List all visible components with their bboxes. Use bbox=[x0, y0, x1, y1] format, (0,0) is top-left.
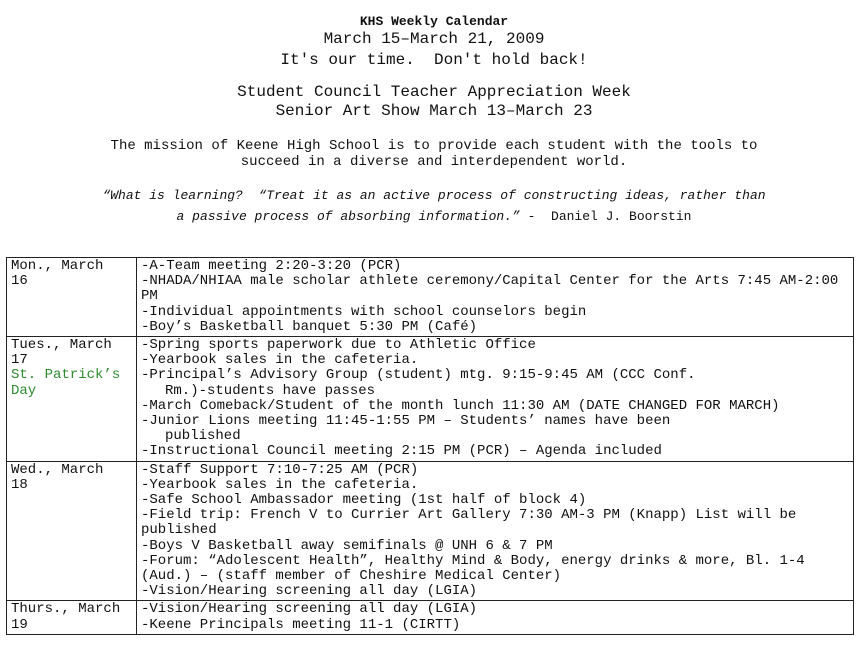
event-item bbox=[141, 338, 850, 353]
event-text: -A-Team meeting 2:20-3:20 (PCR) bbox=[141, 258, 402, 274]
motto: It's our time. Don't hold back! bbox=[280, 51, 588, 69]
event-text: -Staff Support 7:10-7:25 AM (PCR) bbox=[141, 461, 419, 478]
event-text: -Individual appointments with school counselors begin bbox=[141, 303, 587, 320]
event-item bbox=[141, 368, 850, 398]
quote-line-2 bbox=[0, 206, 868, 227]
events-cell bbox=[137, 461, 854, 601]
event-text: -Yearbook sales in the cafeteria. bbox=[141, 352, 419, 369]
day-cell bbox=[7, 601, 137, 634]
calendar-body bbox=[7, 258, 854, 635]
event-text: -Vision/Hearing screening all day (LGIA) bbox=[141, 601, 478, 618]
day-label: Tues., March 17 bbox=[11, 337, 112, 369]
day-cell bbox=[7, 461, 137, 601]
mission-line-2: succeed in a diverse and interdependent world. bbox=[240, 154, 628, 170]
event-continuation: published bbox=[165, 428, 241, 445]
event-item bbox=[141, 399, 850, 414]
date-range: March 15–March 21, 2009 bbox=[323, 30, 545, 48]
calendar-table bbox=[6, 257, 854, 635]
event-item bbox=[141, 463, 850, 478]
event-text: -Field trip: French V to Currier Art Gallery 7:30 AM-3 PM (Knapp) List will be published bbox=[141, 507, 797, 539]
calendar-title: KHS Weekly Calendar bbox=[359, 14, 509, 29]
event-item bbox=[141, 508, 850, 538]
calendar-row bbox=[7, 601, 854, 634]
event-text: -Safe School Ambassador meeting (1st half of block 4) bbox=[141, 492, 587, 509]
quote-line-1: “What is learning? “Treat it as an active process of constructing ideas, rather than bbox=[102, 188, 766, 203]
day-label: Thurs., March 19 bbox=[11, 601, 121, 633]
quote bbox=[0, 185, 868, 227]
week-event-2: Senior Art Show March 13–March 23 bbox=[275, 102, 593, 120]
event-text: -NHADA/NHIAA male scholar athlete ceremony/Capital Center for the Arts 7:45 AM-2:00 PM bbox=[141, 273, 839, 305]
events-cell bbox=[137, 337, 854, 462]
event-text: -Vision/Hearing screening all day (LGIA) bbox=[141, 583, 478, 600]
day-label: Mon., March 16 bbox=[11, 258, 104, 290]
event-item bbox=[141, 353, 850, 368]
event-item bbox=[141, 320, 850, 335]
calendar-row bbox=[7, 337, 854, 462]
mission-line-1: The mission of Keene High School is to provide each student with the tools to bbox=[110, 138, 758, 154]
event-text: -Junior Lions meeting 11:45-1:55 PM – Students’ names have been bbox=[141, 413, 671, 430]
mission-statement bbox=[0, 138, 868, 170]
event-text: -Boys V Basketball away semifinals @ UNH 6 & 7 PM bbox=[141, 537, 553, 554]
quote-line-2-text: a passive process of absorbing information.” bbox=[176, 209, 520, 224]
event-item bbox=[141, 414, 850, 444]
event-text: -Principal’s Advisory Group (student) mtg. 9:15-9:45 AM (CCC Conf. bbox=[141, 367, 696, 384]
day-cell bbox=[7, 258, 137, 337]
event-item bbox=[141, 584, 850, 599]
event-text: -Instructional Council meeting 2:15 PM (PCR) – Agenda included bbox=[141, 443, 662, 460]
event-item bbox=[141, 554, 850, 584]
events-cell bbox=[137, 601, 854, 634]
event-item bbox=[141, 274, 850, 304]
calendar-row bbox=[7, 461, 854, 601]
event-text: -Forum: “Adolescent Health”, Healthy Mind & Body, energy drinks & more, Bl. 1-4 (Aud.) – (staff member of Cheshire Medical Center) bbox=[141, 552, 805, 585]
quote-author: - Daniel J. Boorstin bbox=[519, 209, 692, 224]
week-event-1: Student Council Teacher Appreciation Week bbox=[237, 83, 631, 101]
event-text: -March Comeback/Student of the month lunch 11:30 AM (DATE CHANGED FOR MARCH) bbox=[141, 397, 780, 414]
events-cell bbox=[137, 258, 854, 337]
event-item bbox=[141, 305, 850, 320]
event-item bbox=[141, 259, 850, 274]
event-item bbox=[141, 602, 850, 617]
day-observance: St. Patrick’s Day bbox=[11, 367, 121, 399]
day-cell bbox=[7, 337, 137, 462]
event-item bbox=[141, 478, 850, 493]
event-text: -Boy’s Basketball banquet 5:30 PM (Café) bbox=[141, 318, 478, 335]
event-item bbox=[141, 444, 850, 459]
event-item bbox=[141, 539, 850, 554]
event-text: -Spring sports paperwork due to Athletic Office bbox=[141, 337, 536, 354]
event-continuation: Rm.)-students have passes bbox=[165, 382, 376, 399]
event-text: -Yearbook sales in the cafeteria. bbox=[141, 476, 419, 493]
event-item bbox=[141, 493, 850, 508]
event-text: -Keene Principals meeting 11-1 (CIRTT) bbox=[141, 616, 461, 633]
event-item bbox=[141, 618, 850, 633]
day-label: Wed., March 18 bbox=[11, 461, 104, 493]
calendar-row bbox=[7, 258, 854, 337]
